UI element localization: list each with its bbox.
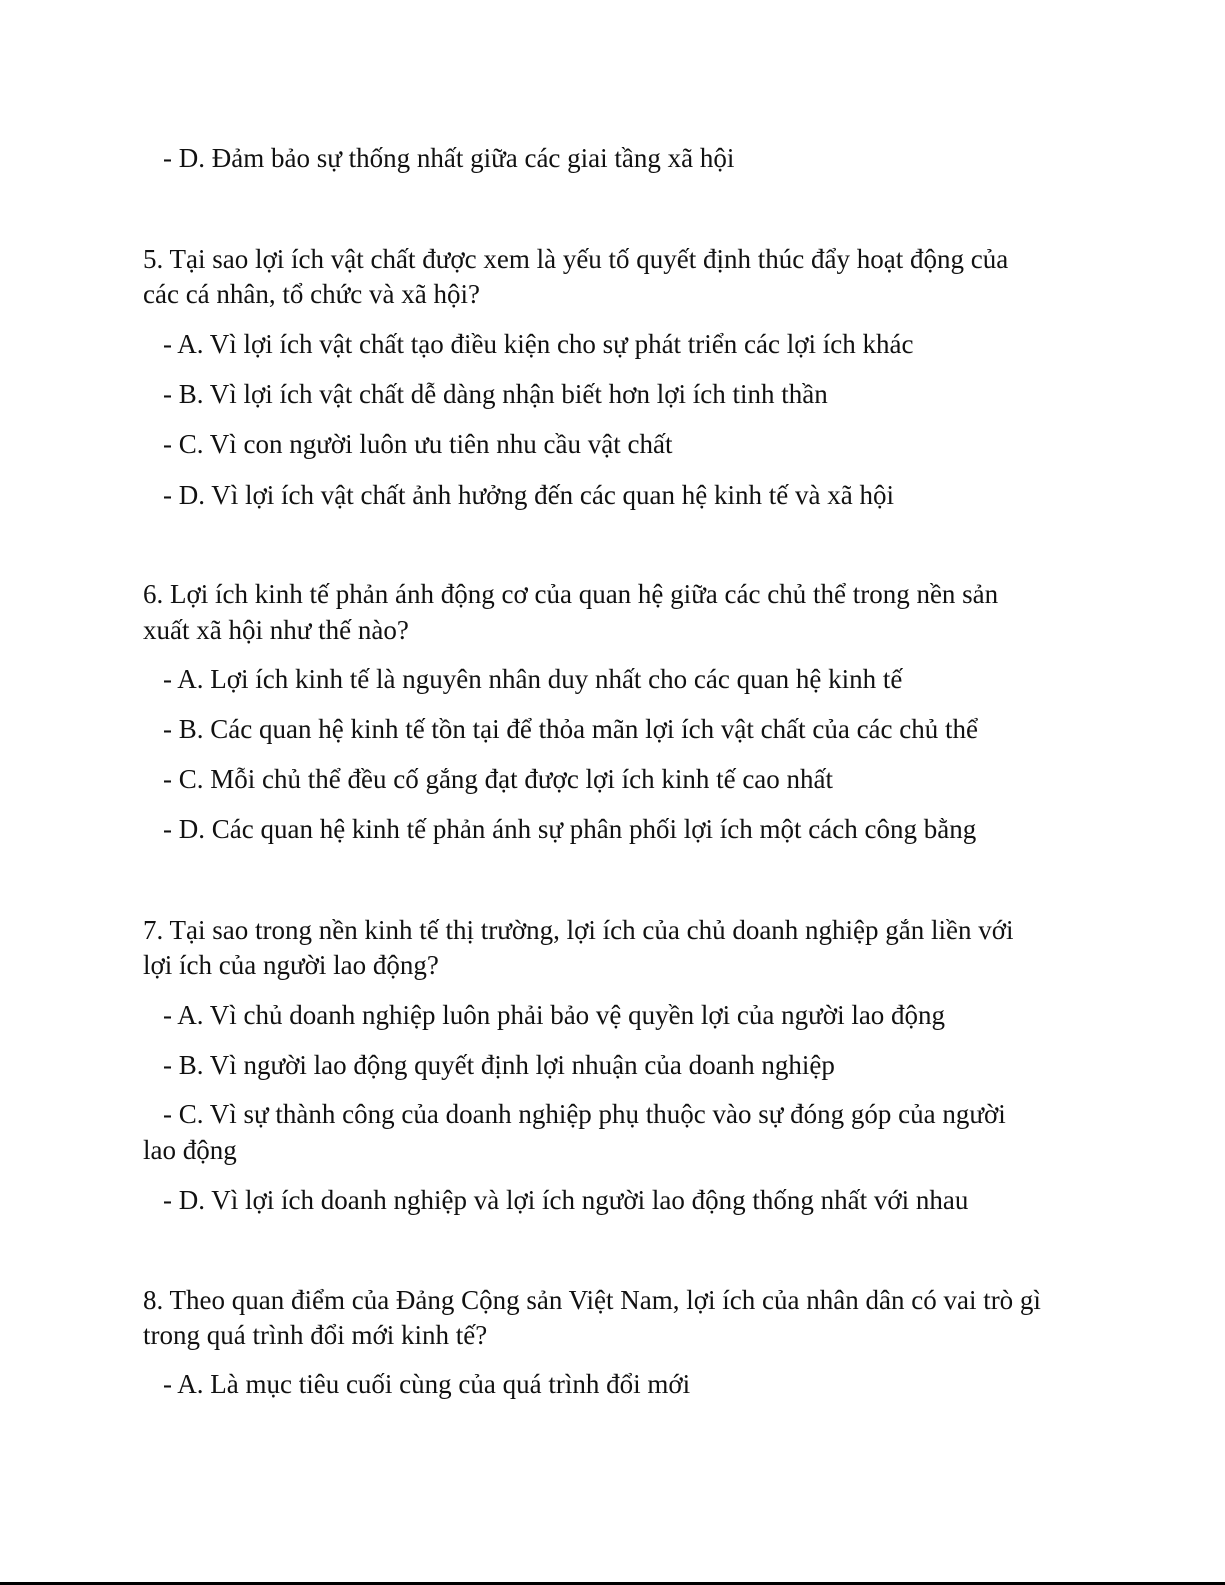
question-7-option-c: - C. Vì sự thành công của doanh nghiệp phụ thuộc vào sự đóng góp của người — [163, 1099, 1006, 1129]
question-5-option-d: - D. Vì lợi ích vật chất ảnh hưởng đến các quan hệ kinh tế và xã hội — [163, 480, 894, 510]
question-7-option-d: - D. Vì lợi ích doanh nghiệp và lợi ích người lao động thống nhất với nhau — [163, 1185, 969, 1215]
question-5-option-a: - A. Vì lợi ích vật chất tạo điều kiện cho sự phát triển các lợi ích khác — [163, 329, 914, 359]
question-5-text: 5. Tại sao lợi ích vật chất được xem là yếu tố quyết định thúc đẩy hoạt động của — [143, 244, 1009, 274]
question-7-option-a: - A. Vì chủ doanh nghiệp luôn phải bảo vệ quyền lợi của người lao động — [163, 1000, 946, 1030]
question-6-option-a: - A. Lợi ích kinh tế là nguyên nhân duy nhất cho các quan hệ kinh tế — [163, 664, 903, 694]
question-7-option-c-cont: lao động — [143, 1135, 237, 1165]
question-5-text-cont: các cá nhân, tổ chức và xã hội? — [143, 279, 480, 309]
question-8-option-a: - A. Là mục tiêu cuối cùng của quá trình đổi mới — [163, 1369, 691, 1399]
question-5-option-b: - B. Vì lợi ích vật chất dễ dàng nhận biết hơn lợi ích tinh thần — [163, 379, 828, 409]
question-5-option-c: - C. Vì con người luôn ưu tiên nhu cầu vật chất — [163, 429, 673, 459]
question-8-text: 8. Theo quan điểm của Đảng Cộng sản Việt Nam, lợi ích của nhân dân có vai trò gì — [143, 1285, 1041, 1315]
question-6-option-d: - D. Các quan hệ kinh tế phản ánh sự phân phối lợi ích một cách công bằng — [163, 814, 977, 844]
question-6-text: 6. Lợi ích kinh tế phản ánh động cơ của quan hệ giữa các chủ thể trong nền sản — [143, 579, 999, 609]
option-d-prev: - D. Đảm bảo sự thống nhất giữa các giai tầng xã hội — [163, 143, 735, 173]
question-7-text: 7. Tại sao trong nền kinh tế thị trường, lợi ích của chủ doanh nghiệp gắn liền với — [143, 915, 1014, 945]
question-6-option-b: - B. Các quan hệ kinh tế tồn tại để thỏa mãn lợi ích vật chất của các chủ thể — [163, 714, 978, 744]
question-8-text-cont: trong quá trình đổi mới kinh tế? — [143, 1320, 488, 1350]
question-7-text-cont: lợi ích của người lao động? — [143, 950, 439, 980]
question-6-text-cont: xuất xã hội như thế nào? — [143, 615, 409, 645]
question-6-option-c: - C. Mỗi chủ thể đều cố gắng đạt được lợi ích kinh tế cao nhất — [163, 764, 834, 794]
question-7-option-b: - B. Vì người lao động quyết định lợi nhuận của doanh nghiệp — [163, 1050, 835, 1080]
